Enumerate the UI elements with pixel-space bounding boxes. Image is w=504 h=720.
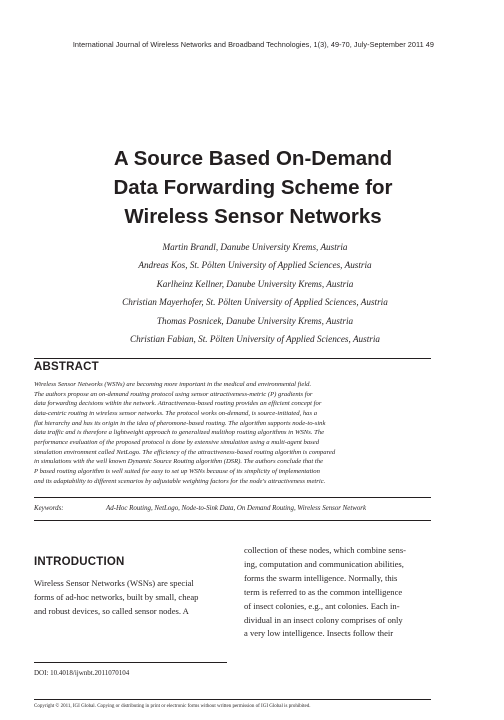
abstract-line: simulation environment called NetLogo. The efficiency of the attractiveness-based routing algorithm is compared [34, 448, 336, 456]
keywords [34, 505, 434, 512]
body-line: forms the swarm intelligence. Normally, this [244, 572, 398, 583]
footer-rule [34, 699, 431, 700]
abstract-line: Wireless Sensor Networks (WSNs) are becoming more important in the medical and environmental field. [34, 381, 312, 388]
abstract-top-rule [34, 358, 431, 359]
doi: DOI: 10.4018/ijwnbt.2011070104 [34, 669, 130, 677]
title-line: A Source Based On-Demand [113, 147, 393, 170]
introduction-heading: INTRODUCTION [34, 556, 125, 568]
journal-header: International Journal of Wireless Networks and Broadband Technologies, 1(3), 49-70, July-September 2011 49 [72, 40, 434, 49]
title-line: Wireless Sensor Networks [124, 205, 382, 228]
author-line: Martin Brandl, Danube University Krems, Austria [162, 242, 348, 252]
keywords-text: Ad-Hoc Routing, NetLogo, Node-to-Sink Data, On Demand Routing, Wireless Sensor Network [106, 505, 367, 512]
body-line: collection of these nodes, which combine sens- [244, 545, 407, 555]
body-line: a very low intelligence. Insects follow their [244, 628, 394, 639]
abstract-heading: ABSTRACT [34, 361, 99, 373]
body-line: term is referred to as the common intelligence [244, 586, 403, 597]
abstract-line: The authors propose an on-demand routing protocol using sensor attractiveness-metric (P) gradients for [34, 390, 313, 398]
abstract-line: data traffic and is therefore a lightweight approach to generalized multihop routing algorithms in WSNs. The [34, 429, 325, 437]
abstract-line: flat hierarchy and has its origin in the idea of pheromone-based routing. The algorithm supports node-to-sink [34, 419, 326, 427]
body-line: and robust devices, so called sensor nodes. A [34, 605, 189, 616]
doi-rule [34, 662, 227, 663]
author-line: Thomas Posnicek, Danube University Krems, Austria [156, 315, 354, 326]
introduction-left-column [34, 577, 227, 619]
author-line: Christian Mayerhofer, St. Pölten University of Applied Sciences, Austria [122, 297, 388, 308]
abstract-line: data forwarding decisions within the network. Attractiveness-based routing provides an efficient concept for [34, 400, 322, 408]
body-line: ing, computation and communication abilities, [244, 558, 404, 569]
copyright-footer: Copyright © 2011, IGI Global. Copying or distributing in print or electronic forms without written permission of IGI Global is prohibited. [34, 704, 311, 709]
abstract-line: data-centric routing in wireless sensor networks. The protocol works on-demand, is source-initiated, has a [34, 409, 318, 417]
abstract-line: in simulations with the well known Dynamic Source Routing algorithm (DSR). The authors conclude that the [34, 458, 323, 466]
keywords-top-rule [34, 497, 431, 498]
author-line: Karlheinz Kellner, Danube University Krems, Austria [156, 278, 354, 289]
body-line: dividual in an insect colony comprises of only [244, 614, 403, 625]
title-line: Data Forwarding Scheme for [113, 176, 393, 199]
keywords-bottom-rule [34, 520, 431, 521]
body-line: of insect colonies, e.g., ant colonies. Each in- [244, 600, 400, 611]
abstract-line: P based routing algorithm is well suited for easy to set up WSNs because of its simplicity of implementation [34, 467, 320, 475]
abstract-line: performance evaluation of the proposed protocol is done by extensive simulation using a multi-agent based [34, 438, 320, 446]
paper-title [40, 144, 466, 231]
abstract-line: and its adaptability to different scenarios by adjustable weighting factors for the node's attractiveness metric. [34, 477, 326, 485]
body-line: Wireless Sensor Networks (WSNs) are special [34, 578, 194, 588]
introduction-right-column [244, 544, 434, 641]
author-line: Christian Fabian, St. Pölten University of Applied Sciences, Austria [130, 334, 380, 345]
abstract-body [34, 380, 431, 486]
body-line: forms of ad-hoc networks, built by small, cheap [34, 591, 199, 602]
author-list [40, 238, 470, 348]
keywords-label: Keywords: [34, 505, 64, 512]
author-line: Andreas Kos, St. Pölten University of Applied Sciences, Austria [138, 260, 372, 271]
